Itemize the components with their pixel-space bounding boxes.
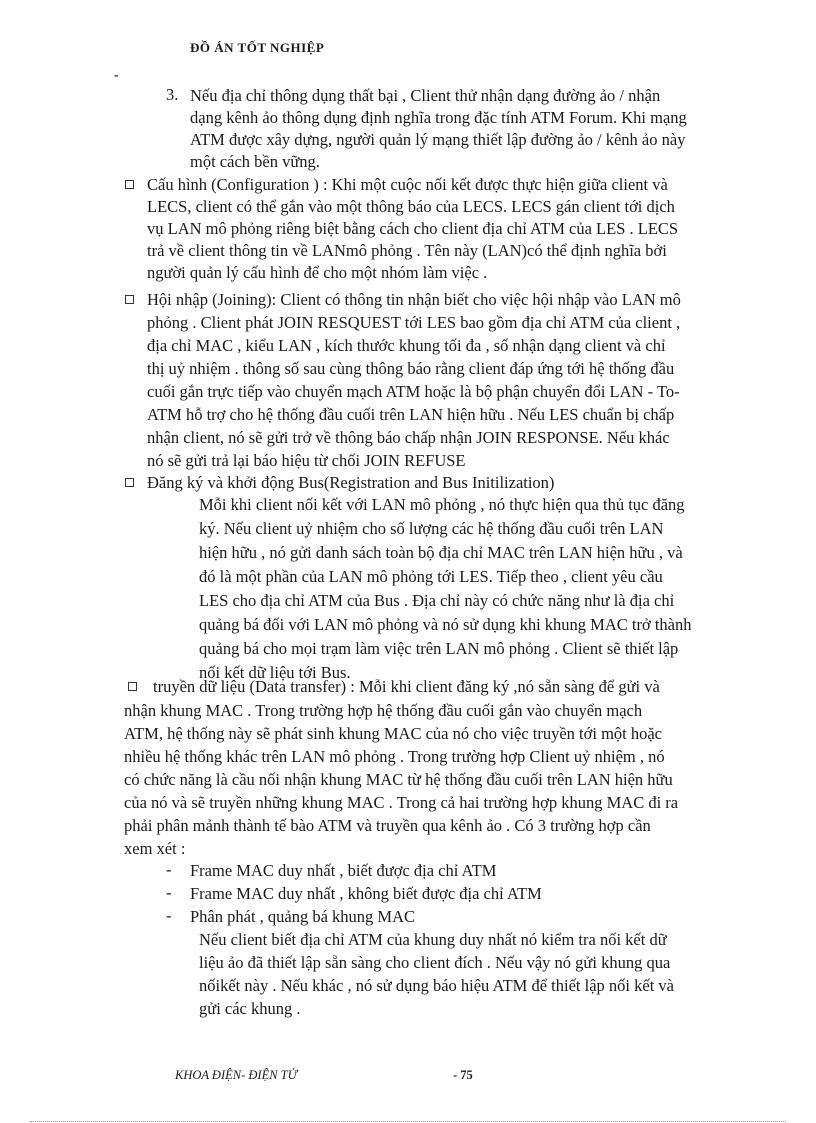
case-item: Frame MAC duy nhất , biết được địa chỉ ATM: [190, 861, 497, 880]
square-bullet-icon: [128, 682, 137, 691]
list-dash: -: [166, 860, 172, 879]
registration-line: hiện hữu , nó gửi danh sách toàn bộ địa chỉ MAC trên LAN hiện hữu , và: [199, 543, 683, 562]
registration-line: ký. Nếu client uỷ nhiệm cho số lượng các hệ thống đầu cuối trên LAN: [199, 519, 664, 538]
item-number: 3.: [166, 85, 179, 104]
registration-line: Mỗi khi client nối kết với LAN mô phỏng , nó thực hiện qua thủ tục đăng: [199, 495, 685, 514]
square-bullet-icon: [125, 478, 134, 487]
joining-line: phỏng . Client phát JOIN RESQUEST tới LES bao gồm địa chỉ ATM của client ,: [147, 313, 681, 332]
page-number: - 75: [453, 1068, 473, 1082]
margin-mark: -: [114, 68, 119, 83]
data-transfer-line: nhiều hệ thống khác trên LAN mô phỏng . Trong trường hợp Client uỷ nhiệm , nó: [124, 747, 665, 766]
final-paragraph-line: Nếu client biết địa chỉ ATM của khung duy nhất nó kiểm tra nối kết dữ: [199, 930, 667, 949]
joining-line: ATM hỗ trợ cho hệ thống đầu cuối trên LAN hiện hữu . Nếu LES chuẩn bị chấp: [147, 405, 675, 424]
item3-line: dạng kênh ảo thông dụng định nghĩa trong đặc tính ATM Forum. Khi mạng: [190, 108, 687, 127]
square-bullet-icon: [125, 180, 134, 189]
item3-line: một cách bền vững.: [190, 152, 320, 171]
joining-line: Hội nhập (Joining): Client có thông tin nhận biết cho việc hội nhập vào LAN mô: [147, 290, 681, 309]
data-transfer-line: truyền dữ liệu (Data transfer) : Mỗi khi client đăng ký ,nó sẵn sàng để gửi và: [153, 677, 660, 696]
configuration-line: người quản lý cấu hình để cho một nhóm làm việc .: [147, 263, 488, 282]
registration-line: quảng bá cho mọi trạm làm việc trên LAN mô phỏng . Client sẽ thiết lập: [199, 639, 679, 658]
joining-line: nó sẽ gửi trả lại báo hiệu từ chối JOIN REFUSE: [147, 451, 466, 470]
final-paragraph-line: gửi các khung .: [199, 999, 301, 1018]
final-paragraph-line: liệu ảo đã thiết lập sẵn sàng cho client đích . Nếu vậy nó gửi khung qua: [199, 953, 671, 972]
joining-line: thị uỷ nhiệm . thông số sau cùng thông báo rằng client đáp ứng tới hệ thống đầu: [147, 359, 675, 378]
data-transfer-line: của nó và sẽ truyền những khung MAC . Trong cả hai trường hợp khung MAC đi ra: [124, 793, 679, 812]
registration-line: đó là một phần của LAN mô phỏng tới LES. Tiếp theo , client yêu cầu: [199, 567, 663, 586]
bottom-divider: [30, 1121, 786, 1122]
data-transfer-line: nhận khung MAC . Trong trường hợp hệ thống đầu cuối gắn vào chuyển mạch: [124, 701, 643, 720]
list-dash: -: [166, 883, 172, 902]
configuration-line: Cấu hình (Configuration ) : Khi một cuộc nối kết được thực hiện giữa client và: [147, 175, 668, 194]
final-paragraph-line: nốikết này . Nếu khác , nó sử dụng báo hiệu ATM để thiết lập nối kết và: [199, 976, 674, 995]
joining-line: địa chỉ MAC , kiểu LAN , kích thước khung tối đa , số nhận dạng client và chỉ: [147, 336, 666, 355]
list-dash: -: [166, 906, 172, 925]
item3-line: ATM được xây dựng, người quản lý mạng thiết lập đường ảo / kênh ảo này: [190, 130, 686, 149]
data-transfer-line: ATM, hệ thống này sẽ phát sinh khung MAC của nó cho việc truyền tới một hoặc: [124, 724, 663, 743]
footer-department: KHOA ĐIỆN- ĐIỆN TỬ: [175, 1068, 298, 1082]
page-header: ĐỒ ÁN TỐT NGHIỆP: [190, 40, 325, 55]
case-item: Phân phát , quảng bá khung MAC: [190, 907, 416, 926]
joining-line: nhận client, nó sẽ gửi trở về thông báo chấp nhận JOIN RESPONSE. Nếu khác: [147, 428, 670, 447]
registration-line: LES cho địa chỉ ATM của Bus . Địa chỉ này có chức năng như là địa chỉ: [199, 591, 675, 610]
configuration-line: LECS, client có thể gắn vào một thông báo của LECS. LECS gán client tới dịch: [147, 197, 675, 216]
data-transfer-line: phải phân mảnh thành tế bào ATM và truyền qua kênh ảo . Có 3 trường hợp cần: [124, 816, 651, 835]
case-item: Frame MAC duy nhất , không biết được địa chỉ ATM: [190, 884, 542, 903]
registration-heading: Đăng ký và khởi động Bus(Registration and Bus Initilization): [147, 473, 555, 492]
data-transfer-line: xem xét :: [124, 839, 186, 858]
registration-line: quảng bá đối với LAN mô phỏng và nó sử dụng khi khung MAC trở thành: [199, 615, 692, 634]
square-bullet-icon: [125, 295, 134, 304]
data-transfer-line: có chức năng là cầu nối nhận khung MAC từ hệ thống đầu cuối trên LAN hiện hữu: [124, 770, 673, 789]
configuration-line: trả về client thông tin về LANmô phỏng . Tên này (LAN)có thể định nghĩa bởi: [147, 241, 667, 260]
item3-line: Nếu địa chỉ thông dụng thất bại , Client thử nhận dạng đường ảo / nhận: [190, 86, 661, 105]
joining-line: cuối gắn trực tiếp vào chuyển mạch ATM hoặc là bộ phận chuyển đổi LAN - To-: [147, 382, 680, 401]
configuration-line: vụ LAN mô phỏng riêng biệt bằng cách cho client địa chỉ ATM của LES . LECS: [147, 219, 679, 238]
registration-line: nối kết dữ liệu tới Bus.: [199, 663, 351, 682]
